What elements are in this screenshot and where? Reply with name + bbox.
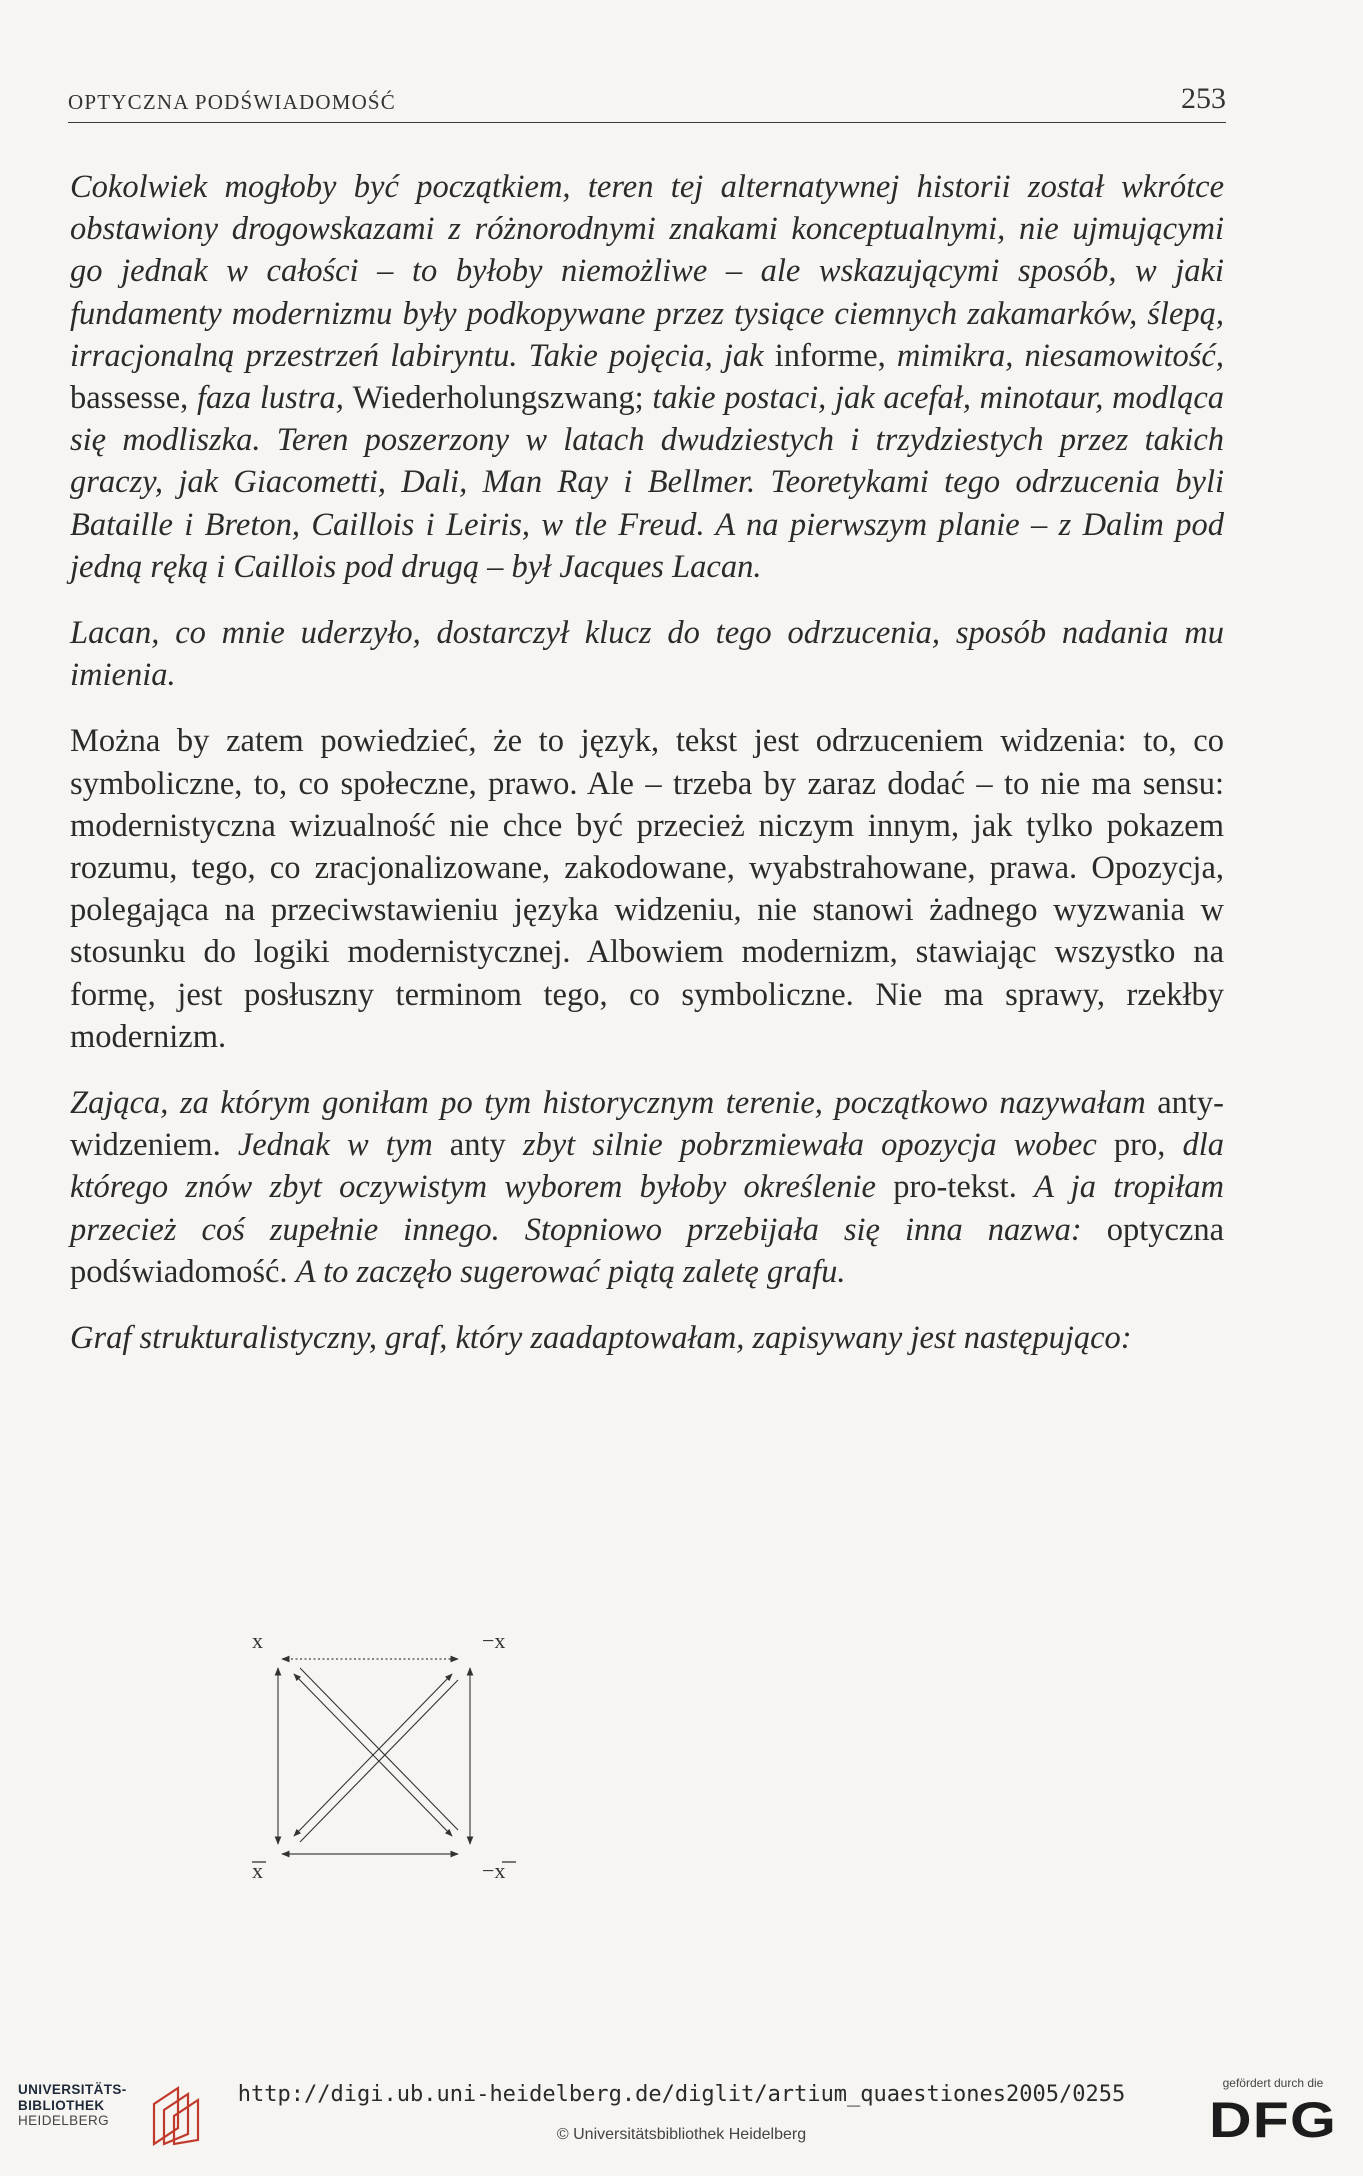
text-run: optyczna podświadomość. bbox=[70, 1211, 1224, 1290]
text-run: Cokolwiek mogłoby być początkiem, teren tej alternatywnej historii został wkrótce obstawiony drogowskazami z różnorodnymi znakami konceptualnymi, nie ujmującymi go jednak w całości – to byłoby niemożliwe – ale wskazującymi sposób, w jaki fundamenty modernizmu były podkopywane przez tysiące ciemnych zakamarków, ślepą, irracjonalną przestrzeń labiryntu. Takie pojęcia, jak bbox=[70, 169, 1224, 374]
running-title: OPTYCZNA PODŚWIADOMOŚĆ bbox=[68, 90, 397, 114]
page-number: 253 bbox=[1181, 82, 1226, 115]
text-run: bassesse, bbox=[70, 380, 197, 417]
copyright-notice: © Universitätsbibliothek Heidelberg bbox=[556, 2126, 807, 2143]
text-run: anty-widzeniem. bbox=[70, 1085, 1224, 1164]
graph-label-bottom-right: −x bbox=[482, 1858, 506, 1882]
dfg-logo: DFG bbox=[1208, 2092, 1338, 2148]
paragraph bbox=[70, 166, 1224, 588]
body-text bbox=[70, 166, 1224, 1383]
graph-label-top-right: −x bbox=[482, 1628, 506, 1653]
paragraph bbox=[70, 612, 1224, 696]
funder-note: gefördert durch die bbox=[1222, 2076, 1324, 2090]
library-name-line3: HEIDELBERG bbox=[18, 2113, 110, 2128]
text-run: Można by zatem powiedzieć, że to język, tekst jest odrzuceniem widzenia: to, co symboliczne, to, co społeczne, prawo. Ale – trzeba by zaraz dodać – to nie ma sensu: modernistyczna wizualność nie chce być przecież niczym innym, jak tylko pokazem rozumu, tego, co zracjonalizowane, zakodowane, wyabstrahowane, prawa. Opozycja, polegająca na przeciwstawieniu języka widzeniu, nie stanowi żadnego wyzwania w stosunku do logiki modernistycznej. Albowiem modernizm, stawiając wszystko na formę, jest posłuszny terminom tego, co symboliczne. Nie ma sprawy, rzekłby modernizm. bbox=[70, 723, 1224, 1055]
paragraph bbox=[70, 1317, 1224, 1359]
graph-label-top-left: x bbox=[252, 1628, 263, 1653]
permalink-url[interactable]: http://digi.ub.uni-heidelberg.de/diglit/artium_quaestiones2005/0255 bbox=[237, 2082, 1126, 2107]
text-run: mimikra, niesamowitość, bbox=[896, 337, 1224, 374]
structuralist-graph-diagram bbox=[240, 1626, 530, 1882]
text-run: pro, bbox=[1113, 1127, 1183, 1164]
text-run: Graf strukturalistyczny, graf, który zaadaptowałam, zapisywany jest następująco: bbox=[70, 1320, 1132, 1357]
text-run: takie postaci, jak acefał, minotaur, modląca się modliszka. Teren poszerzony w latach dwudziestych i trzydziestych przez takich graczy, jak Giacometti, Dali, Man Ray i Bellmer. Teoretykami tego odrzucenia byli Bataille i Breton, Caillois i Leiris, w tle Freud. A na pierwszym planie – z Dalim pod jedną ręką i Caillois pod drugą – był Jacques Lacan. bbox=[70, 380, 1224, 585]
digitization-footer bbox=[0, 2060, 1363, 2176]
text-run: Zająca, za którym goniłam po tym historycznym terenie, początkowo nazywałam bbox=[70, 1085, 1158, 1122]
text-run: dla którego znów zbyt oczywistym wyborem byłoby określenie bbox=[70, 1127, 1224, 1206]
text-run: informe, bbox=[774, 337, 897, 374]
running-head bbox=[68, 82, 1226, 123]
paragraph bbox=[70, 720, 1224, 1058]
text-run: faza lustra, bbox=[196, 380, 353, 417]
graph-label-bottom-left: x bbox=[252, 1858, 263, 1882]
library-name-line1: UNIVERSITÄTS- bbox=[18, 2082, 127, 2097]
funder-logo bbox=[1209, 2076, 1337, 2160]
text-run: Wiederholungszwang; bbox=[352, 380, 653, 417]
text-run: pro-tekst. bbox=[893, 1169, 1035, 1206]
text-run: Jednak w tym bbox=[237, 1127, 450, 1164]
text-run: anty bbox=[449, 1127, 523, 1164]
text-run: Lacan, co mnie uderzyło, dostarczył klucz do tego odrzucenia, sposób nadania mu imienia. bbox=[70, 615, 1224, 694]
text-run: A to zaczęło sugerować piątą zaletę grafu. bbox=[295, 1253, 846, 1290]
library-name-line2: BIBLIOTHEK bbox=[18, 2097, 105, 2113]
text-run: A ja tropiłam przecież coś zupełnie innego. Stopniowo przebijała się inna nazwa: bbox=[70, 1169, 1224, 1248]
paragraph bbox=[70, 1082, 1224, 1293]
text-run: zbyt silnie pobrzmiewała opozycja wobec bbox=[522, 1127, 1114, 1164]
